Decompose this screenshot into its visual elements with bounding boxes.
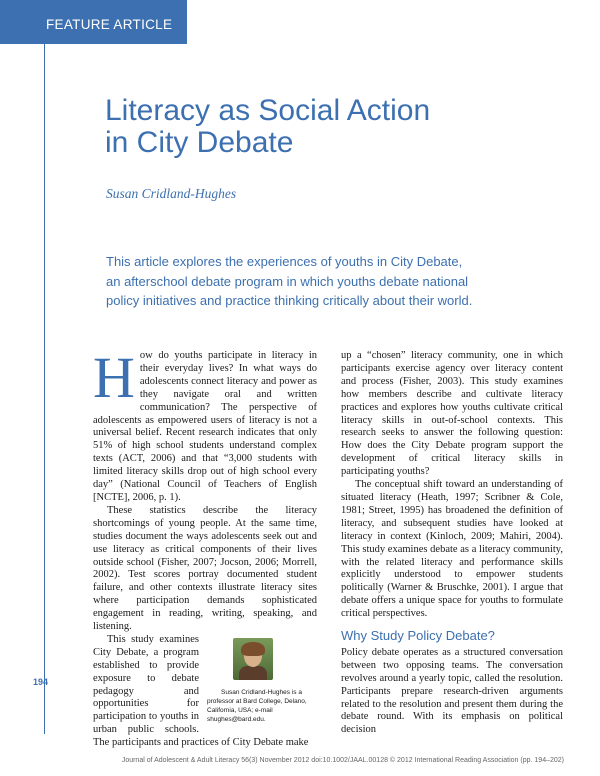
body-column-right [341, 350, 563, 737]
title-line-2: in City Debate [105, 126, 294, 159]
paragraph-text: ow do youths participate in literacy in their everyday lives? In what ways do adolescents connect literacy and power as they navigate oral and written communication? The perspective of adolescents as empowered users of literacy is not a universal belief. Recent research indicates that only 51% of high school students understand complex texts (ACT, 2006) and that “3,000 students with limited literacy skills drop out of high school every day” (National Council of Teachers of English [NCTE], 2006, p. 1). [93, 350, 317, 503]
paragraph [93, 345, 317, 505]
feature-banner [0, 0, 187, 44]
paragraph: Policy debate operates as a structured conversation between two opposing teams. The conversation revolves around a yearly topic, called the resolution. Participants prepare research-driven arguments related to the resolution and present them during the debate round. With its emphasis on political decision [341, 646, 563, 736]
author-photo [233, 638, 273, 680]
paragraph: The conceptual shift toward an understanding of situated literacy (Heath, 1997; Scribner & Cole, 1981; Street, 1995) has broadened the definition of literacy, and subsequent studies have looked at literacy in context (Kinloch, 2009; Mahiri, 2004). This study examines debate as a literacy community, with the related literacy and performance skills explicitly understood to empower students politically (Warner & Bruschke, 2001). I argue that debate offers a unique space for youths to formulate critical perspectives. [341, 479, 563, 620]
paragraph-text: This study examines City Debate, a program established to provide exposure to debate pedagogy and opportunities for participation to youths in urban public schools. The participants and practices of City Debate make [93, 633, 309, 749]
abstract [106, 252, 576, 311]
author-photo-box [205, 638, 317, 730]
left-margin-rule [44, 44, 45, 734]
paragraph: up a “chosen” literacy community, one in which participants exercise agency over literacy content and process (Fisher, 2003). This study examines how members describe and cultivate literacy practices and explores how youths cultivate critical literacy skills in out-of-school contexts. This research seeks to answer the following question: How does the City Debate program support the development of critical literacy skills in participating youths? [341, 350, 563, 478]
article-title [105, 95, 430, 159]
drop-cap: H [93, 345, 135, 410]
abstract-line: policy initiatives and practice thinking critically about their world. [106, 293, 473, 308]
author-caption: Susan Cridland-Hughes is a professor at Bard College, Delano, California, USA; e-mail shughes@bard.edu. [207, 688, 307, 723]
paragraph [93, 634, 317, 750]
abstract-line: This article explores the experiences of youths in City Debate, [106, 254, 463, 269]
paragraph: These statistics describe the literacy shortcomings of young people. At the same time, studies document the ways adolescents seek out and use literacy as critical components of their lives outside school (Fisher, 2007; Jocson, 2006; Morrell, 2002). Test scores portray documented student failure, and other contexts illustrate literacy sites where participation demands sophisticated engagement in reading, writing, speaking, and listening. [93, 504, 317, 633]
title-line-1: Literacy as Social Action [105, 94, 431, 127]
banner-label: FEATURE ARTICLE [46, 17, 173, 32]
author-name: Susan Cridland-Hughes [106, 186, 237, 201]
section-heading: Why Study Policy Debate? [341, 628, 495, 644]
body-column-left [93, 345, 317, 750]
journal-footer: Journal of Adolescent & Adult Literacy 56(3) November 2012 doi:10.1002/JAAL.00128 © 2012 International Reading Association (pp. 194–202) [121, 757, 564, 764]
page-number: 194 [33, 677, 49, 687]
abstract-line: an afterschool debate program in which youths debate national [106, 273, 469, 289]
